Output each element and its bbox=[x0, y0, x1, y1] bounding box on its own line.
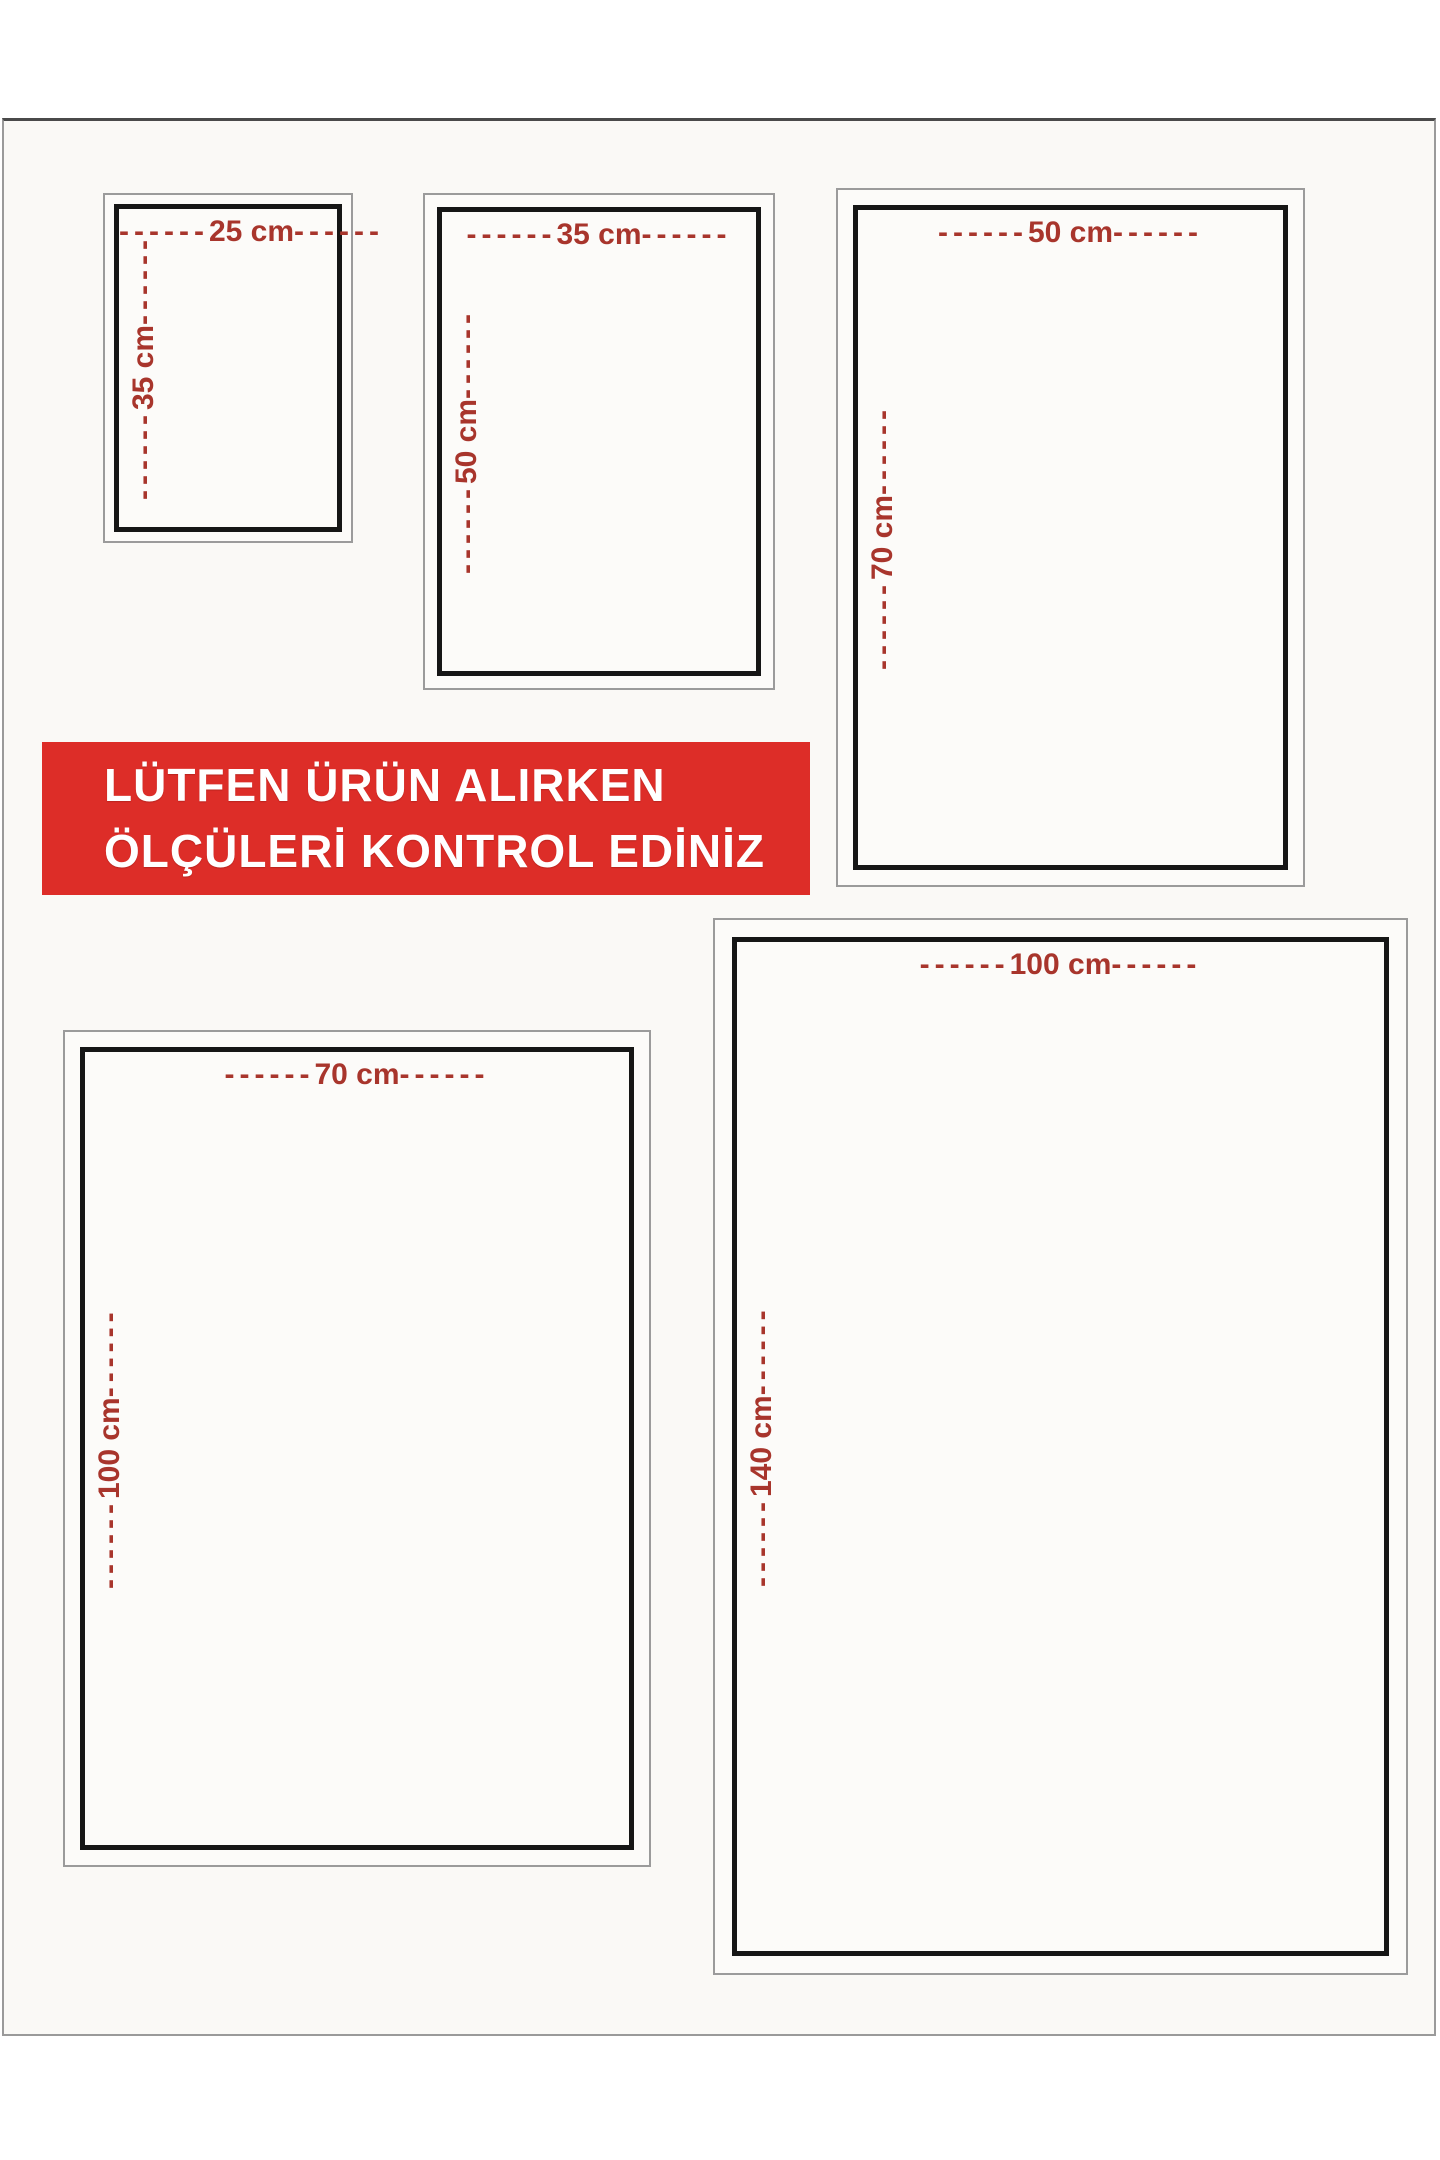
dash-line: ------ bbox=[919, 948, 1010, 981]
size-box-70x100-frame bbox=[80, 1047, 634, 1850]
height-label-140cm bbox=[745, 942, 779, 1951]
height-label-100cm bbox=[93, 1052, 127, 1845]
height-value: 35 cm bbox=[127, 325, 160, 411]
dash-line: ------ bbox=[1113, 216, 1203, 249]
dash-line: ------ bbox=[127, 235, 160, 326]
size-box-25x35-frame bbox=[114, 204, 384, 532]
size-box-100x140 bbox=[713, 918, 1408, 1975]
dash-line: ------ bbox=[450, 484, 483, 574]
width-value: 70 cm bbox=[314, 1058, 400, 1091]
width-label-35cm bbox=[442, 218, 756, 252]
size-box-35x50-frame bbox=[437, 207, 761, 676]
dash-line: ------ bbox=[1111, 948, 1202, 981]
size-box-50x70-frame bbox=[853, 205, 1288, 870]
dash-line: ------ bbox=[224, 1058, 315, 1091]
dash-line: ------ bbox=[93, 1499, 126, 1590]
width-value: 100 cm bbox=[1009, 948, 1112, 981]
dash-line: ------ bbox=[641, 218, 732, 251]
width-label-100cm bbox=[737, 948, 1384, 982]
height-label-50cm bbox=[450, 212, 484, 671]
width-label-70cm bbox=[85, 1058, 629, 1092]
dash-line: ------ bbox=[450, 309, 483, 399]
width-value: 50 cm bbox=[1027, 216, 1114, 249]
size-box-70x100 bbox=[63, 1030, 651, 1867]
size-box-50x70 bbox=[836, 188, 1305, 887]
dash-line: ------ bbox=[866, 405, 899, 495]
height-value: 70 cm bbox=[866, 494, 899, 581]
width-value: 35 cm bbox=[556, 218, 642, 251]
width-label-50cm bbox=[858, 216, 1283, 250]
height-value: 100 cm bbox=[93, 1397, 126, 1500]
width-value: 25 cm bbox=[208, 215, 295, 248]
dash-line: ------ bbox=[938, 216, 1028, 249]
height-value: 50 cm bbox=[450, 398, 483, 485]
dash-line: ------ bbox=[294, 215, 384, 248]
notice-banner bbox=[42, 742, 810, 895]
notice-banner-line2: ÖLÇÜLERİ KONTROL EDİNİZ bbox=[104, 824, 766, 877]
height-value: 140 cm bbox=[745, 1395, 778, 1498]
height-label-35cm bbox=[127, 209, 161, 527]
dash-line: ------ bbox=[745, 1497, 778, 1588]
dash-line: ------ bbox=[119, 215, 209, 248]
dash-line: ------ bbox=[399, 1058, 490, 1091]
size-box-35x50 bbox=[423, 193, 775, 690]
size-box-25x35 bbox=[103, 193, 384, 543]
dash-line: ------ bbox=[127, 410, 160, 501]
dash-line: ------ bbox=[93, 1307, 126, 1398]
size-box-100x140-frame bbox=[732, 937, 1389, 1956]
dash-line: ------ bbox=[466, 218, 557, 251]
notice-banner-line1: LÜTFEN ÜRÜN ALIRKEN bbox=[104, 759, 666, 812]
dash-line: ------ bbox=[866, 580, 899, 670]
height-label-70cm bbox=[866, 210, 900, 865]
dash-line: ------ bbox=[745, 1305, 778, 1396]
